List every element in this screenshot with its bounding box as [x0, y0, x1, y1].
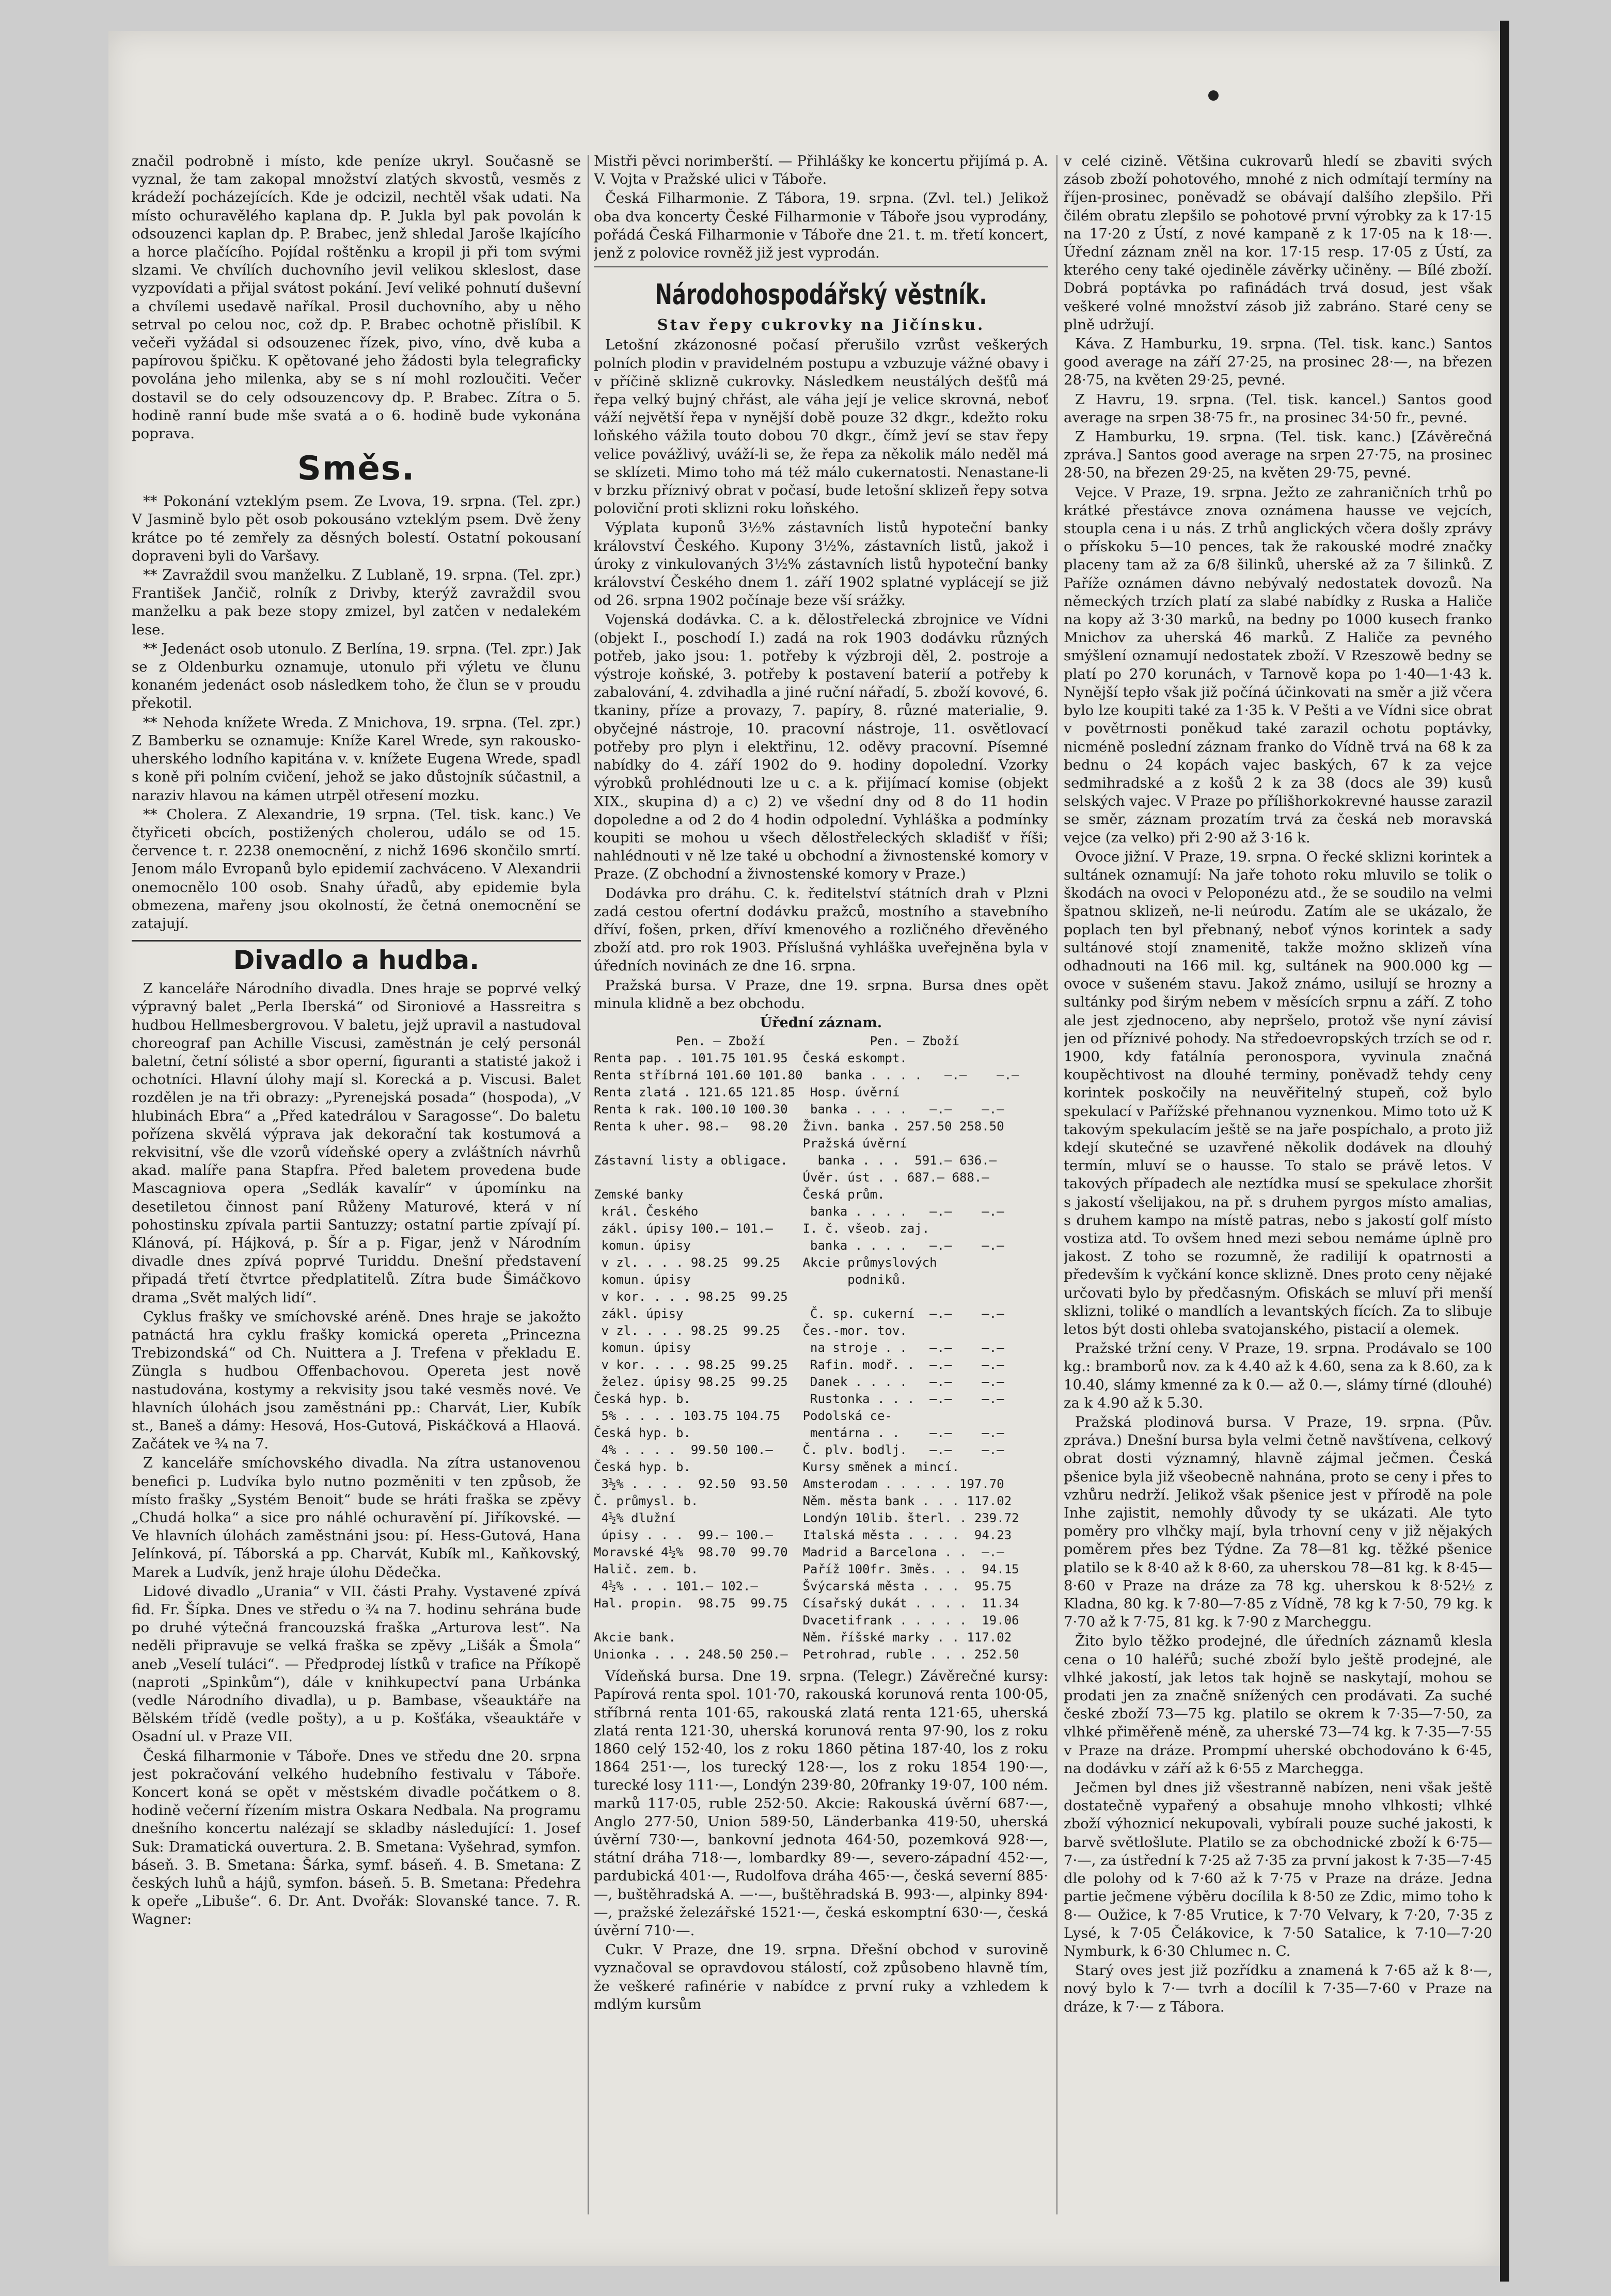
section-title-narodohospodarsky: Národohospodářský věstník.: [655, 278, 987, 311]
article-subtitle: Stav řepy cukrovky na Jičínsku.: [657, 316, 985, 334]
article-end-paragraph: značil podrobně i místo, kde peníze ukryl. Současně se vyznal, že tam zakopal množství zlatých skvostů, vesměs z krádeží pocházejících. Kde je odcizil, nechtěl však udati. Na místo ochuravělého kaplana dp. P. Jukla byl pak povolán k odsouzenci kaplan dp. P. Brabec, jenž shledal Jaroše lkajícího a horce plačícího. Pojídal roštěnku a kropil ji při tom svými slzami. Ve chvílích duchovního jevil velikou skleslost, dase vyzpovídati a přijal svátost pokání. Jeví veliké pohnutí duševní a chvílemi usedavě naříkal. Prosil duchovního, aby u něho setrval po celou noc, což dp. P. Brabec ochotně přislíbil. K večeři vyžádal si odsouzenec řízek, pivo, víno, dvě kuba a papírovou špičku. K opětované jeho žádosti byla telegraficky povolána jeho milenka, aby se s ní mohl rozloučiti. Večer dostavil se do cely odsouzencovy dp. P. Brabec. Zítra o 5. hodině ranní bude mše svatá a o 6. hodině bude vykonána poprava.: [132, 153, 581, 442]
market-item: Vejce. V Praze, 19. srpna. Ježto ze zahraničních trhů po krátké přestávce znova oznámena hausse ve vejcích, stoupla cena i u nás. Z trhů anglických včera došly zprávy o přískoku 5—10 pences, tak že rakouské modré značky placeny tam až za 6/8 šilinků, uherské až za 7 šilinků. Z Paříže oznámen dávno nebývalý nedostatek dovozů. Na německých trzích platí za slabé nabídky z Ruska a Haliče na kopy až 3·30 marků, na bedny po 1000 kusech franko Mnichov za uherská 46 marků. Z Haliče za pevného smýšlení oznamují nedostatek zboží. V Rzeszowě bedny se platí po 270 korunách, v Tarnově kopa po 1·40—1·43 k. Nynější tepło však již počíná účinkovati na směr a již včera bylo lze koupiti také za 1·35 k. V Pešti a ve Vídni sice obrat v povětrnosti poněkud také zarazil ochotu poptávky, nicméně poslední záznam franko do Vídně trvá na 68 k za bednu o 24 kopách vajec baských, 67 k za vejce sedmihradské a z košů 2 k za 38 (docs ale 39) kusů selských vajec. V Praze po přílišhorkokrevné hausse zarazil se směr, záznam prozatím trvá za česká neb moravská vejce (za velko) při 2·90 až 3·16 k.: [1064, 484, 1492, 846]
article-end-paragraph: v celé cizině. Většina cukrovarů hledí se zbaviti svých zásob zboží pohotového, mnohé z nich odmítají termíny na říjen-prosinec, poněvadž se obávají dalšího zlepšilo. Při čilém obratu zlepšilo se pohotové první výrobky za k 17·15 na 17·20 z Ústí, z nové kampaně z k 17·05 na k 18·—. Úřední záznam zněl na kor. 17·15 resp. 17·05 z Ústí, za kterého ceny také ojediněle závěrky učiněny. — Bílé zboží. Dobrá poptávka po rafinádách trvá dosud, jest však veškeré volné množství zásob již zabráno. Staré ceny se plně udržují.: [1064, 153, 1492, 333]
exchange-table-title: Úřední záznam.: [760, 1014, 882, 1031]
economy-item: Výplata kuponů 3½% zástavních listů hypoteční banky království Českého. Kupony 3½%, zástavních listů, jakož i úroky z vinkulovaných 3½% zástavních listů hypoteční banky království Českého dnem 1. září 1902 splatné vyplácejí se již od 26. srpna 1902 počínaje beze vší srážky.: [594, 519, 1048, 609]
economy-item: Cukr. V Praze, dne 19. srpna. Dřešní obchod v surovině vyznačoval se opravdovou stálostí, což způsobeno hlavně tím, že veškeré rafinérie v nabídce z první ruky a vzhledem k mdlým kursům: [594, 1941, 1048, 2013]
market-item: Z Hamburku, 19. srpna. (Tel. tisk. kanc.) [Závěrečná zpráva.] Santos good average na srpen 27·75, na prosinec 28·50, na březen 29·25, na květen 29·75, pevné.: [1064, 428, 1492, 482]
exchange-rate-table: Pen. — Zboží Pen. — Zboží Renta pap. . 101.75 101.95 Česká eskompt. Renta stříbrná 101.60 101.80 banka . . . . —.— —.— Renta zlatá . 121.65 121.85 Hosp. úvěrní Renta k rak. 100.10 100.30 banka . . . . —.— —.— Renta k uher. 98.— 98.20 Živn. banka . 257.50 258.50 Pražská úvěrní Zástavní listy a obligace. banka . . . 591.— 636.— Úvěr. úst . . 687.— 688.— Zemské banky Česká prům. král. Českého banka . . . . —.— —.— zákl. úpisy 100.— 101.— I. č. všeob. zaj. komun. úpisy banka . . . . —.— —.— v zl. . . . 98.25 99.25 Akcie průmyslových komun. úpisy podniků. v kor. . . . 98.25 99.25 zákl. úpisy Č. sp. cukerní —.— —.— v zl. . . . 98.25 99.25 Čes.-mor. tov. komun. úpisy na stroje . . —.— —.— v kor. . . . 98.25 99.25 Rafin. modř. . —.— —.— želez. úpisy 98.25 99.25 Danek . . . . —.— —.— Česká hyp. b. Rustonka . . . —.— —.— 5% . . . . 103.75 104.75 Podolská ce- Česká hyp. b. mentárna . . —.— —.— 4% . . . . 99.50 100.— Č. plv. bodlj. —.— —.— Česká hyp. b. Kursy směnek a mincí. 3½% . . . . 92.50 93.50 Amsterodam . . . . . 197.70 Č. průmysl. b. Něm. města bank . . . 117.02 4½% dlužní Londýn 10lib. šterl. . 239.72 úpisy . . . 99.— 100.— Italská města . . . . 94.23 Moravské 4½% 98.70 99.70 Madrid a Barcelona . . —.— Halič. zem. b. Paříž 100fr. 3měs. . . 94.15 4½% . . . 101.— 102.— Švýcarská města . . . 95.75 Hal. propin. 98.75 99.75 Císařský dukát . . . . 11.34 Dvacetifrank . . . . . 19.06 Akcie bank. Něm. říšské marky . . 117.02 Unionka . . . 248.50 250.— Petrohrad, ruble . . . 252.50: [594, 1034, 1019, 1662]
news-item: ** Jedenáct osob utonulo. Z Berlína, 19. srpna. (Tel. zpr.) Jak se z Oldenburku oznamuje, utonulo při výletu ve člunu konaném jedenáct osob následkem toho, že člun se v proudu překotil.: [132, 640, 581, 712]
news-item: ** Nehoda knížete Wreda. Z Mnichova, 19. srpna. (Tel. zpr.) Z Bamberku se oznamuje: Kníže Karel Wrede, syn rakousko-uherského lodního kapitána v. v. knížete Eugena Wrede, spadl s koně při polním cvičení, jehož se jako důstojník súčastnil, a naraziv hlavou na kámen utrpěl otřesení mozku.: [132, 714, 581, 804]
news-item: Česká Filharmonie. Z Tábora, 19. srpna. (Zvl. tel.) Jelikož oba dva koncerty České Filharmonie v Táboře jsou vyprodány, pořádá Česká Filharmonie v Táboře dne 21. t. m. třetí koncert, jenž z polovice rovněž již jest vyprodán.: [594, 190, 1048, 262]
market-item: Káva. Z Hamburku, 19. srpna. (Tel. tisk. kanc.) Santos good average na září 27·25, na prosinec 28·—, na březen 28·75, na květen 29·25, pevné.: [1064, 336, 1492, 389]
column-middle: [594, 152, 1048, 2284]
news-item: ** Pokonání vzteklým psem. Ze Lvova, 19. srpna. (Tel. zpr.) V Jasmině bylo pět osob pokousáno vzteklým psem. Dvě ženy krátce po té zemřely za děsných bolestí. Ostatní pokousaní dopraveni byli do Varšavy.: [132, 493, 581, 564]
theatre-item: Z kanceláře Národního divadla. Dnes hraje se poprvé velký výpravný balet „Perla Iberská“ od Sironiové a Hassreitra s hudbou Hellmesbergrovou. V baletu, jejž upravil a nastudoval choreograf pan Achille Viscusi, zaměstnán je celý personál baletní, četní sólisté a sbor operní, figuranti a statisté jakož i ochotníci. Hlavní úlohy mají sl. Korecká a p. Viscusi. Balet rozdělen je na tři obrazy: „Pyrenejská posada“ (hospoda), „V hlubinách Ebra“ a „Před katedrálou v Saragosse“. Do baletu pořízena skvělá výprava jak dekorační tak kostumová a rekvisitní, vše dle vzorů vídeňské opery a zvláštních návrhů akad. malíře pana Stapfra. Před baletem provedena bude Mascagniova opera „Sedlák kavalír“ v úpomínku na desetiletou činnost paní Růženy Maturové, která v ní pohostinsku zpívala partii Santuzzy; ostatní partie zpívají pí. Klánová, pí. Hájková, p. Šír a p. Figar, jenž v Národním divadle dnes zpívá poprvé Turiddu. Dnešní představení připadá třetí čtvrtce předplatitelů. Zítra bude Šimáčkovo drama „Svět malých lidí“.: [132, 980, 581, 1306]
economy-item: Pražská bursa. V Praze, dne 19. srpna. Bursa dnes opět minula klidně a bez obchodu.: [594, 977, 1048, 1012]
column-left: [132, 152, 581, 2284]
column-rule: [588, 155, 589, 2214]
theatre-item: Z kanceláře smíchovského divadla. Na zítra ustanovenou benefici p. Ludvíka bylo nutno pozměniti v ten způsob, že místo frašky „Systém Benoit“ bude se hráti fraška se zpěvy „Chudá holka“ a sice pro náhlé ochuravění pí. Jiříkovské. — Ve hlavních úlohách zaměstnáni jsou: pí. Hess-Gutová, Hana Jelínková, pí. Táborská a pp. Charvát, Kubík ml., Kaňkovský, Marek a Ludvík, jenž hraje úlohu Dědečka.: [132, 1455, 581, 1581]
economy-item: Vídeňská bursa. Dne 19. srpna. (Telegr.) Závěrečné kursy: Papírová renta spol. 101·70, rakouská korunová renta 100·05, stříbrná renta 101·65, rakouská zlatá renta 121·65, uherská zlatá renta 121·30, uherská korunová renta 97·90, los z roku 1860 celý 152·40, los z roku 1860 pětina 187·40, los z roku 1864 251·—, los turecký 128·—, los z roku 1854 190·—, turecké losy 111·—, Londýn 239·80, 20franky 19·07, 100 ném. marků 117·05, ruble 252·50. Akcie: Rakouská úvěrní 687·—, Anglo 277·50, Union 589·50, Länderbanka 419·50, uherská úvěrní 730·—, bankovní jednota 464·50, pozemková 928·—, státní dráha 718·—, lombardky 89·—, severo-západní 452·—, pardubická 401·—, Rudolfova dráha 465·—, česká severní 885·—, buštěhradská A. —·—, buštěhradská B. 993·—, alpinky 894·—, pražské železářské 1521·—, česká eskomptní 630·—, česká úvěrní 710·—.: [594, 1668, 1048, 1939]
market-item: Pražská plodinová bursa. V Praze, 19. srpna. (Pův. zpráva.) Dnešní bursa byla velmi četně navštívena, celkový obrat dosti významný, hlavně zájmal ječmen. Česká pšenice byla již všeobecně nahnána, proto se ceny i přes to vzhůru nedrží. Jelikož však pšenice jest v přírodě na pole Inhe zajistit, nemohly důvody ty se ukázati. Ale tyto poměry pro vlhčky mají, byla trhovní ceny v již nějakých poměrem přes bez Týdne. Za 78—81 kg. těžké pšenice platilo se k 8·40 až k 8·60, za uherskou 78—81 kg. k 8·45—8·60 v Praze na dráze za 78 kg. uherskou k 8·52½ z Kladna, 80 kg. k 7·80—7·85 z Vídně, 78 kg k 7·50, 79 kg. k 7·70 až k 7·75, 81 kg. k 7·90 z Marcheggu.: [1064, 1414, 1492, 1631]
page-edge-shadow: [1500, 21, 1509, 2282]
article-end-paragraph: Mistři pěvci norimberští. — Přihlášky ke koncertu přijímá p. A. V. Vojta v Pražské ulici v Táboře.: [594, 153, 1048, 188]
market-item: Starý oves jest již pozřídku a znamená k 7·65 až k 8·—, nový bylo k 7·— tvrh a docílil k 7·35—7·60 v Praze na dráze, k 7·— z Tábora.: [1064, 1962, 1492, 2015]
column-right: [1064, 152, 1492, 2284]
ink-spot: [1208, 90, 1219, 101]
market-item: Ovoce jižní. V Praze, 19. srpna. O řecké sklizni korintek a sultánek oznamují: Na jaře tohoto roku mluvilo se tolik o škodách na ovoci v Peloponézu atd., že se soudilo na velmi špatnou sklizeň, ne-li neúrodu. Zatím ale se ukázalo, že poplach ten byl přebnaný, neboť výnos korintek a sady sultánové stojí znamenitě, takže možno sklizeň vína odhadnouti na 166 mil. kg, sultánek na 900.000 kg — ovoce v sušeném stavu. Jakož známo, usilují se hrozny a sultánky pod širým nebem v měsících srpnu a září. Z toho ale jest zjednoceno, aby nepršelo, protož vše nyní závisí jen od příznivé pohody. Na středoevropských trzích se od r. 1900, kdy fatálnía peronospora, vyvinula značná koupěchtivost na dlouhé terminy, poněvadž tehdy ceny korintek poskočily na neuvěřitelný stupeň, což bylo spekulací v Pařížské přehnanou vyznenkou. Mimo toto už K takovým spekulacím ještě se na jaře pospíchalo, a proto již kdejí skutečné se uzavřené několik dodávek na dlouhý termín, mluví se o hausse. To stalo se právě letos. V takových případech ale neztídka musí se spekulace zhoršit s jakostí všelijakou, na př. s druhem pyrgos místo amalias, s druhem kampo na místě patras, nebo s jakostí golf místo vostiza atd. To ovšem hned mezi sebou nemáme úplně pro jakost. Z toho se rozumně, že radilijí k opatrnosti a především k vyčkání konce sklizně. Dnes proto ceny nějaké určovati bylo by předčasným. Ofiskách se mluví při menší sklizni, toliké o mandlích a levantských fících. Za to slibuje letos být dosti ohleba svatojanského, pistacií a olemek.: [1064, 848, 1492, 1337]
market-item: Pražské tržní ceny. V Praze, 19. srpna. Prodávalo se 100 kg.: bramborů nov. za k 4.40 až k 4.60, sena za k 8.60, za k 10.40, slámy kmenné za k 0.— až 0.—, slámy tírné (dlouhé) za k 4.90 až k 5.30.: [1064, 1340, 1492, 1411]
news-item: ** Cholera. Z Alexandrie, 19 srpna. (Tel. tisk. kanc.) Ve čtyřiceti obcích, postižených cholerou, událo se od 15. července t. r. 2238 onemocnění, z nichž 1696 skončilo smrtí. Jenom málo Evropanů bylo epidemií zachváceno. V Alexandrii onemocnělo 100 osob. Snahy úřadů, aby epidemie byla obmezena, mařeny jsou okolností, že četná onemocnění se zatajují.: [132, 806, 581, 932]
divider: [594, 266, 1048, 267]
section-title-smes: Směs.: [297, 450, 416, 488]
theatre-item: Česká filharmonie v Táboře. Dnes ve středu dne 20. srpna jest pokračování velkého hudebního festivalu v Táboře. Koncert koná se opět v městském divadle počátkem o 8. hodině večerní řízením mistra Oskara Nedbala. Na programu dnešního koncertu nalézají se skladby následující: 1. Josef Suk: Dramatická ouvertura. 2. B. Smetana: Vyšehrad, symfon. báseň. 3. B. Smetana: Šárka, symf. báseň. 4. B. Smetana: Z českých luhů a hájů, symfon. báseň. 5. B. Smetana: Předehra k opeře „Libuše“. 6. Dr. Ant. Dvořák: Slovanské tance. 7. R. Wagner:: [132, 1747, 581, 1928]
news-item: ** Zavraždil svou manželku. Z Lublaně, 19. srpna. (Tel. zpr.) František Jančič, rolník z Drivby, kterýž zavraždil svou manželku a pak beze stopy zmizel, byl zatčen v nedalekém lese.: [132, 567, 581, 638]
section-title-divadlo: Divadlo a hudba.: [132, 940, 581, 977]
market-item: Z Havru, 19. srpna. (Tel. tisk. kancel.) Santos good average na srpen 38·75 fr., na prosinec 34·50 fr., pevné.: [1064, 391, 1492, 426]
theatre-item: Cyklus frašky ve smíchovské aréně. Dnes hraje se jakožto patnáctá hra cyklu frašky komická opereta „Princezna Trebizondská“ od Ch. Nuittera a J. Trefena v překladu E. Züngla s hudbou Offenbachovou. Opereta jest nově nastudována, kostymy a rekvisity jsou také vesměs nové. Ve hlavních úlohách jsou zaměstnáni pp.: Charvát, Lier, Kubík st., Baneš a dámy: Hesová, Hos-Gutová, Piskáčková a Hlaová. Začátek ve ¾ na 7.: [132, 1308, 581, 1453]
market-item: Ječmen byl dnes již všestranně nabízen, neni však ještě dostatečně vypařený a obsahuje mnoho vlhkosti; vlhké zboží výhoznicí nekupovali, vybírali pouze suché jakosti, k barvě světlošlute. Platilo se za obchodnické zboží k 6·75—7·—, za ústřední k 7·25 až 7·35 za první jakost k 7·35—7·45 dle polohy od k 7·60 až k 7·75 v Praze na dráze. Jedna partie ječmene výběru docílila k 8·50 ze Zdic, mimo toho k 8·— Oužice, k 7·85 Vrutice, k 7·70 Velvary, k 7·20, 7·35 z Lysé, k 7·05 Čelákovice, k 7·50 Satalice, k 7·10—7·20 Nymburk, k 6·30 Chlumec n. C.: [1064, 1779, 1492, 1959]
economy-item: Letošní zkázonosné počasí přerušilo vzrůst veškerých polních plodin v pravidelném postupu a vzbuzuje vážné obavy i v příčině sklizně cukrovky. Následkem neustálých dešťů má řepa velký bujný chřást, ale váha její je velice skrovná, neboť váží největší řepa v nynější době pouze 32 dkgr., kdežto roku loňského vážila touto dobou 70 dkgr., čímž jeví se stav řepy velice povážlivý, uváží-li se, že řepa za několik málo neděl má se sklízeti. Mimo toho má též málo cukernatosti. Nenastane-li v brzku příznivý obrat v počasí, bude letošní sklizeň řepy sotva poloviční proti sklizni roku loňského.: [594, 337, 1048, 517]
column-rule: [1056, 155, 1057, 2214]
market-item: Žito bylo těžko prodejné, dle úředních záznamů klesla cena o 10 haléřů; suché zboží bylo ještě prodejné, ale vlhké jakostí, jak letos tak hojně se naskytají, mohou se prodati jen za značně snížených cen prodávati. Za suché české zboží 73—75 kg. platilo se okrem k 7·35—7·50, za vlhké přiměřeně méně, za uherské 73—74 kg. k 7·35—7·55 v Praze na dráze. Prompmí uherské obchodováno k 6·45, na dodávku v září až k 6·55 z Marchegga.: [1064, 1633, 1492, 1777]
economy-item: Vojenská dodávka. C. a k. dělostřelecká zbrojnice ve Vídni (objekt I., poschodí I.) zadá na rok 1903 dodávku různých potřeb, jako jsou: 1. potřeby k výzbroji děl, 2. postroje a výstroje koňské, 3. potřeby k postavení baterií a potřeby k zabalování, 4. zdvihadla a jiné ruční nářadí, 5. zboží kovové, 6. tkaniny, příze a provazy, 7. papíry, 8. různé materialie, 9. obyčejné nástroje, 10. pracovní nástroje, 11. osvětlovací potřeby pro plyn i elektřinu, 12. oděvy pracovní. Písemné nabídky do 4. září 1902 do 9. hodiny dopolední. Vzorky výrobků prohlédnouti lze u c. a k. přijímací komise (objekt XIX., skupina d) a c) 2) ve všední dny od 8 do 11 hodin dopoledne a od 2 do 4 hodin odpolední. Vyhláška a podmínky koupiti se mohou u všech dělostřeleckých skladišť v říši; nahlédnouti v ně lze také u obchodní a živnostenské komory v Praze. (Z obchodní a živnostenské komory v Praze.): [594, 611, 1048, 883]
theatre-item: Lidové divadlo „Urania“ v VII. části Prahy. Vystavené zpívá fid. Fr. Šípka. Dnes ve středu o ¾ na 7. hodinu sehrána bude po druhé výtečná francouzská fraška „Arturova lest“. Na neděli připravuje se velká fraška se zpěvy „Lišák a Šmola“ aneb „Veselí tuláci“. — Předprodej lístků v trafice na Příkopě (naproti „Spinkům“), dále v knihkupectví pana Urbánka (vedle Národního divadla), u p. Bambase, všeauktáře na Bělském třídě (vedle pošty), a u p. Košťáka, všeauktáře v Osadní ul. v Praze VII.: [132, 1583, 581, 1745]
economy-item: Dodávka pro dráhu. C. k. ředitelství státních drah v Plzni zadá cestou ofertní dodávku pražců, mostního a stavebního dříví, fošen, prken, dříví kmenového a rozličného dřevěného zboží atd. pro rok 1903. Příslušná vyhláška uveřejněna byla v úředních novinách ze dne 16. srpna.: [594, 885, 1048, 975]
